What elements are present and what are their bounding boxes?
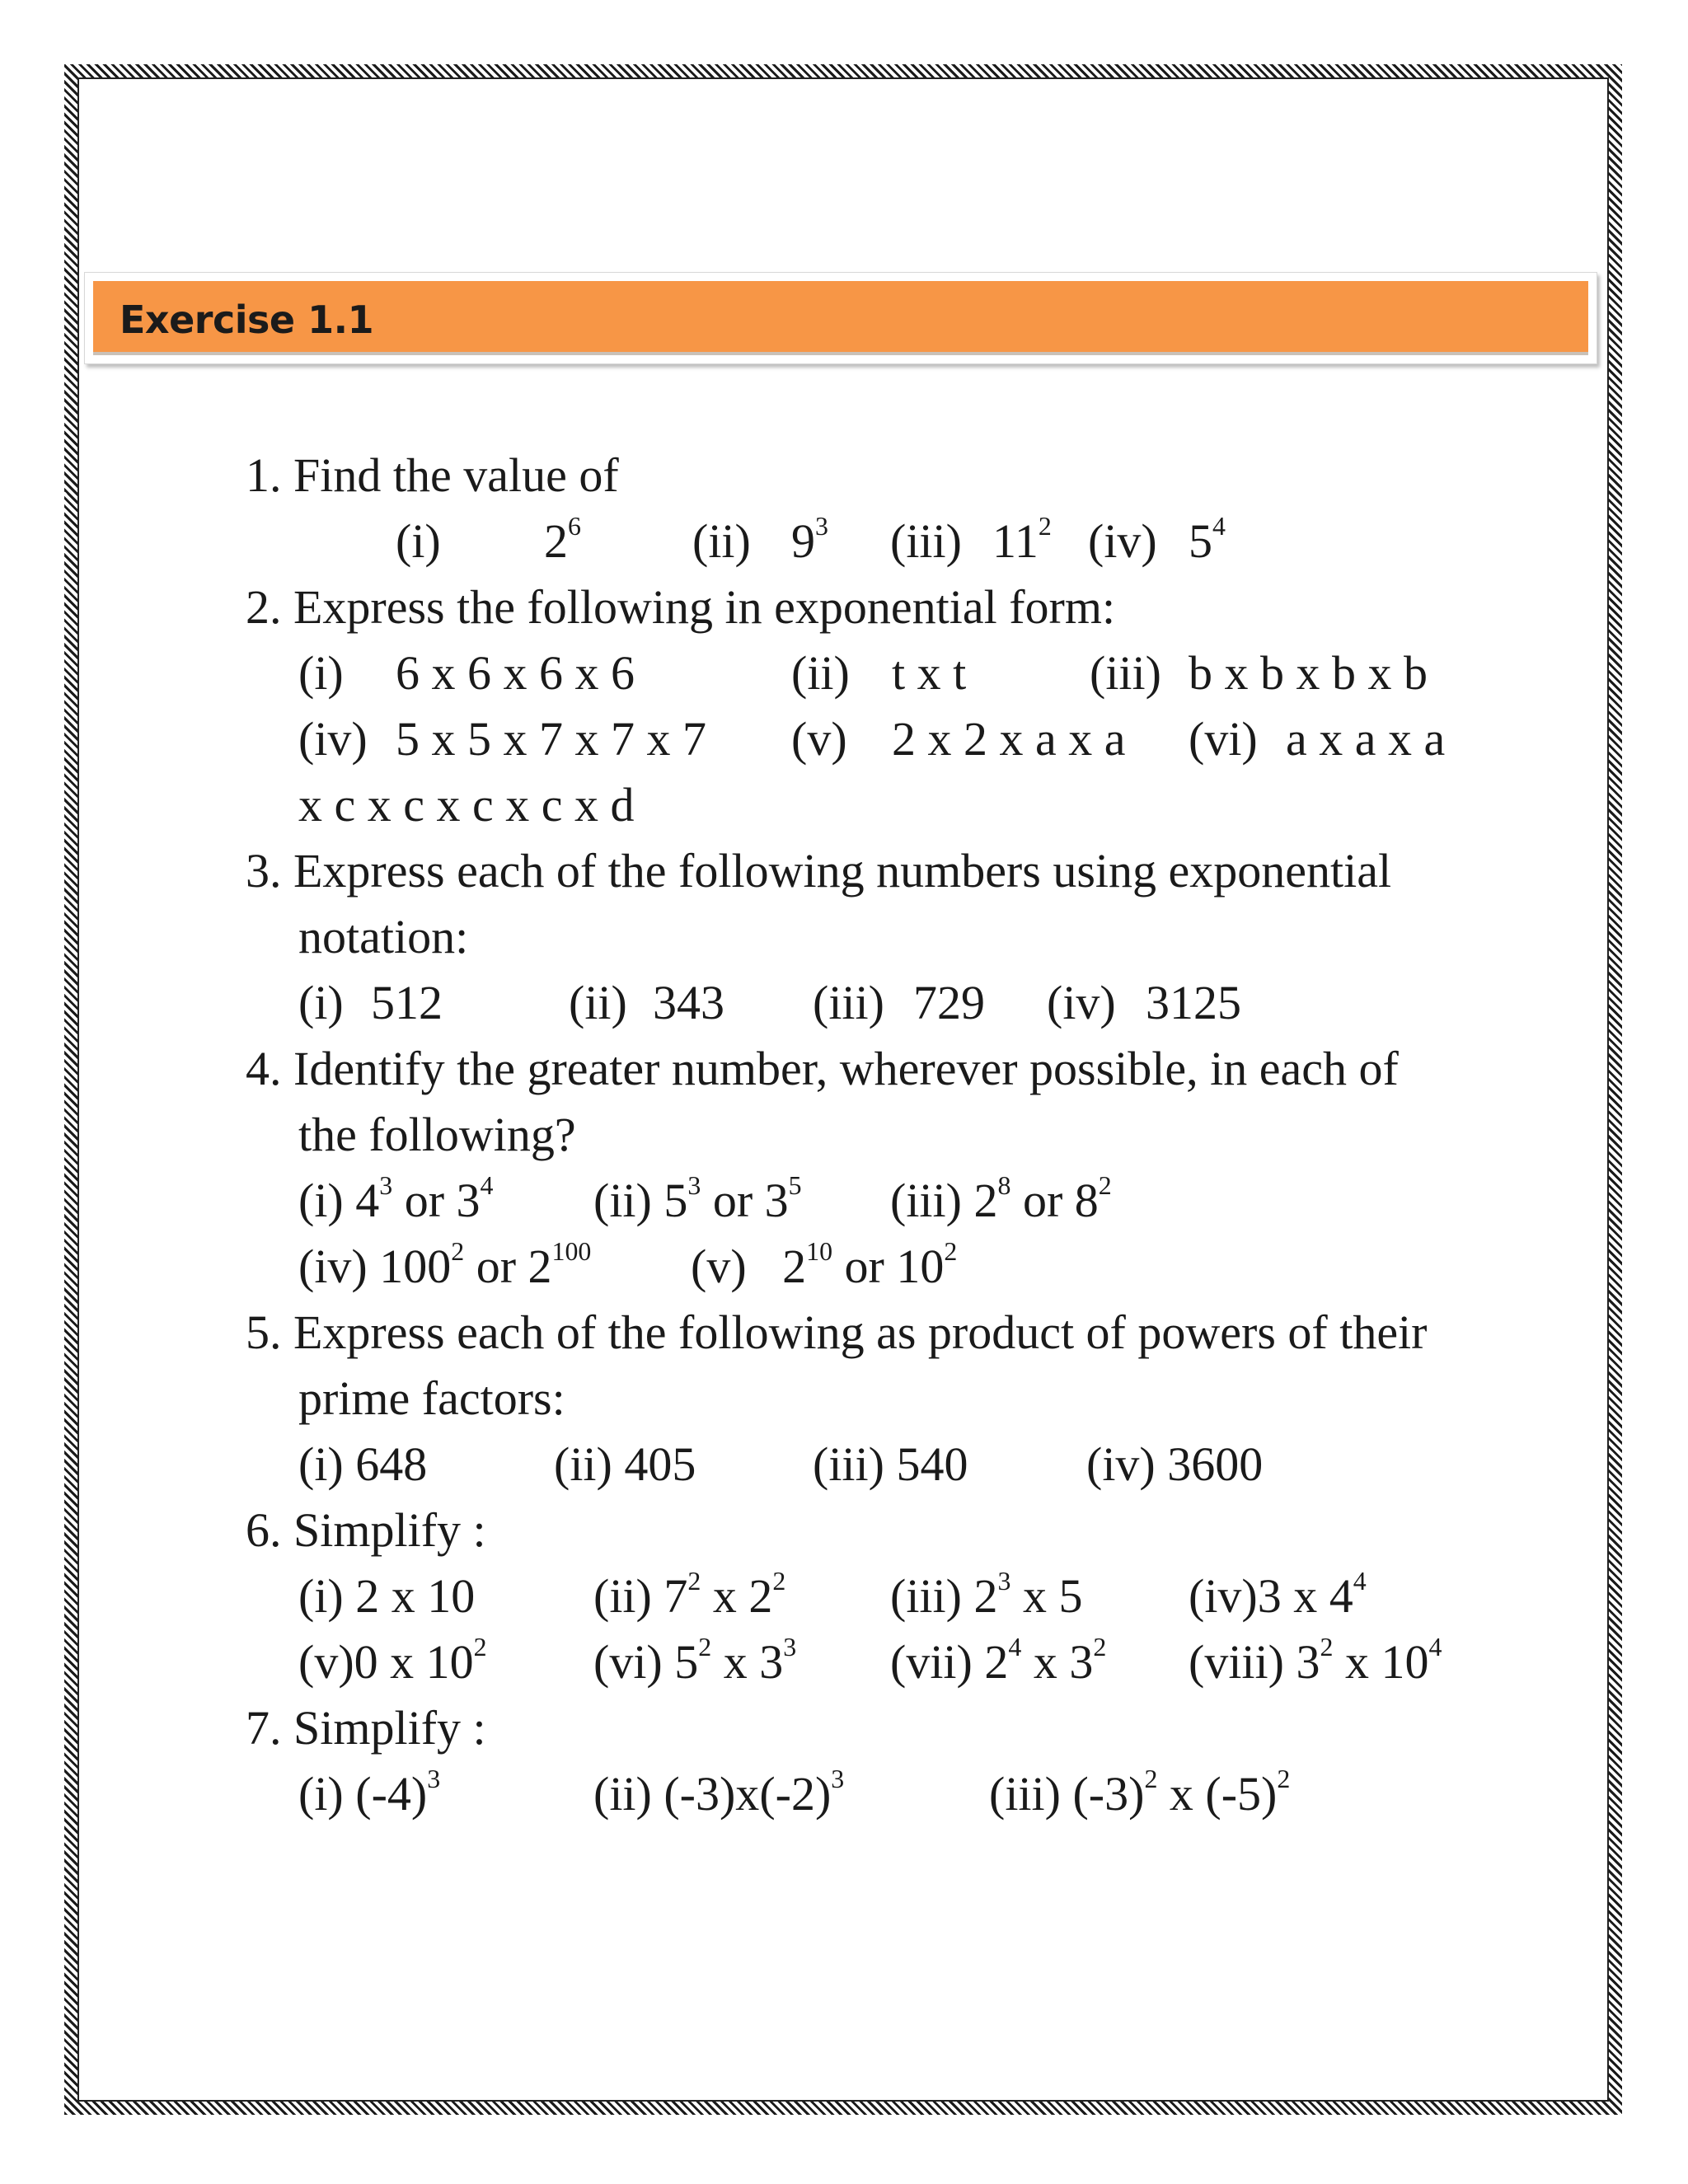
question-7-prompt: 7. Simplify : [246,1701,486,1755]
part-expression: 3125 [1146,976,1241,1029]
power-expression: $5^4$ [1189,511,1226,568]
part-expression: 6 x 6 x 6 x 6 [396,646,635,700]
comparison-expression: (v) $2^{10}$ or $10^2$ [691,1236,958,1293]
part-expression: t x t [892,646,967,700]
part-expression-continued: x c x c x c x c x d [298,778,635,832]
part-item: (ii) $(-3)x(-2)^3$ [593,1764,845,1821]
question-6-prompt: 6. Simplify : [246,1503,486,1557]
part-label: (iii) [1090,646,1161,700]
part-item: (vii) $2^4$ x $3^2$ [890,1632,1107,1689]
part-item: (iv) 3600 [1086,1437,1264,1491]
power-expression: $11^2$ [992,511,1052,568]
question-5-prompt: 5. Express each of the following as product of powers of their [246,1305,1428,1359]
question-4-prompt-continued: the following? [298,1108,576,1161]
part-expression: b x b x b x b [1189,646,1428,700]
part-item: (i) 2 x 10 [298,1569,476,1623]
power-expression: $2^6$ [544,511,581,568]
power-expression: $9^3$ [791,511,828,568]
part-item: (v)0 x $10^2$ [298,1632,487,1689]
question-3-prompt-continued: notation: [298,910,469,963]
part-item: (iii) $2^3$ x 5 [890,1566,1083,1623]
part-item: (ii) $7^2$ x $2^2$ [593,1566,786,1623]
part-label: (i) [298,646,344,700]
part-label: (ii) [692,514,751,568]
question-1-prompt: 1. Find the value of [246,448,619,502]
part-item: (iii) 540 [813,1437,968,1491]
part-label: (v) [791,712,847,766]
part-expression: 729 [913,976,985,1029]
part-label: (iv) [1047,976,1116,1029]
part-label: (ii) [791,646,850,700]
part-expression: 343 [653,976,724,1029]
part-expression: a x a x a [1286,712,1446,766]
part-label: (i) [298,976,344,1029]
part-label: (ii) [569,976,627,1029]
part-item: (vi) $5^2$ x $3^3$ [593,1632,797,1689]
part-label: (iii) [890,514,962,568]
part-item: (iv)3 x $4^4$ [1189,1566,1367,1623]
part-item: (ii) 405 [554,1437,696,1491]
part-expression: 512 [371,976,443,1029]
part-label: (iii) [813,976,884,1029]
part-item: (i) $(-4)^3$ [298,1764,441,1821]
question-2-prompt: 2. Express the following in exponential form: [246,580,1116,634]
part-item: (viii) $3^2$ x $10^4$ [1189,1632,1442,1689]
comparison-expression: (i) $4^3$ or $3^4$ [298,1170,494,1227]
comparison-expression: (ii) $5^3$ or $3^5$ [593,1170,802,1227]
comparison-expression: (iii) $2^8$ or $8^2$ [890,1170,1112,1227]
part-expression: 2 x 2 x a x a [892,712,1126,766]
part-label: (i) [396,514,441,568]
part-item: (iii) $(-3)^2$ x $(-5)^2$ [989,1764,1291,1821]
part-label: (vi) [1189,712,1258,766]
part-item: (i) 648 [298,1437,428,1491]
exercise-title: Exercise 1.1 [120,298,374,342]
part-label: (iv) [298,712,368,766]
comparison-expression: (iv) $100^2$ or $2^{100}$ [298,1236,592,1293]
question-3-prompt: 3. Express each of the following numbers using exponential [246,844,1392,898]
part-expression: 5 x 5 x 7 x 7 x 7 [396,712,706,766]
question-4-prompt: 4. Identify the greater number, wherever possible, in each of [246,1042,1399,1095]
question-5-prompt-continued: prime factors: [298,1371,565,1425]
part-label: (iv) [1088,514,1157,568]
